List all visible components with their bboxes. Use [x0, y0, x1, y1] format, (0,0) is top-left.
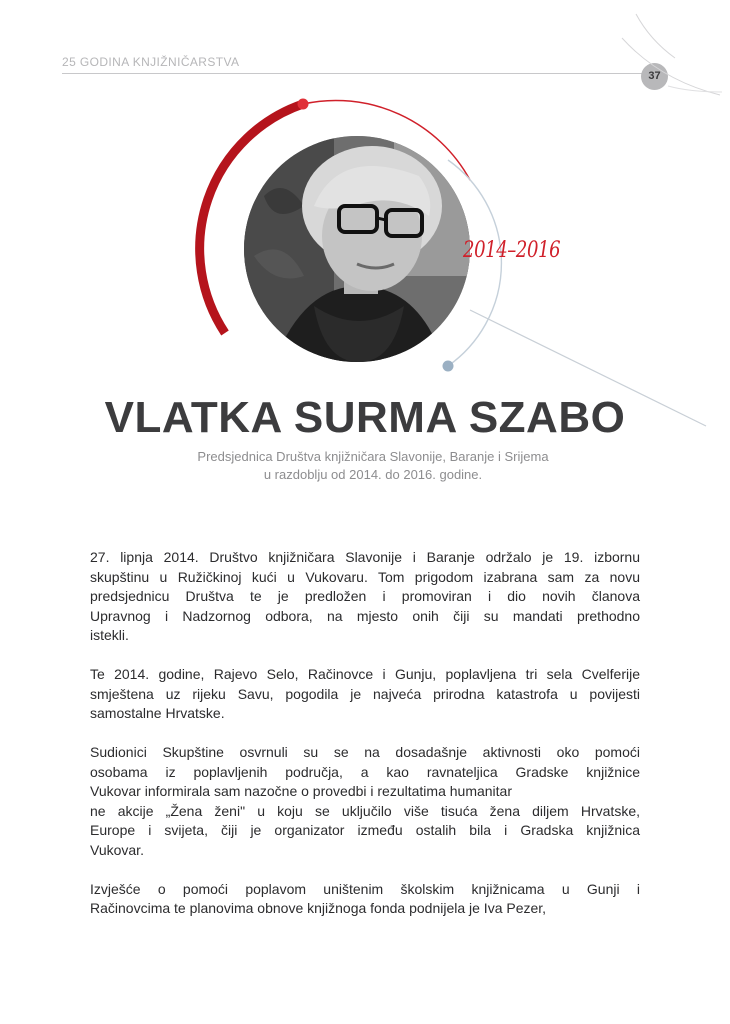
- red-dot: [298, 99, 309, 110]
- text-line: Izvješće o pomoći poplavom uništenim školskim knjižnicama u Gunji i: [90, 880, 640, 897]
- term-years: 2014–2016: [463, 238, 561, 263]
- paragraph-4: [90, 880, 640, 919]
- portrait-image: [244, 136, 470, 362]
- paragraph-1: [90, 548, 640, 646]
- subtitle: [0, 448, 730, 484]
- text-line: Vukovar.: [90, 841, 144, 858]
- page-number: 37: [641, 63, 668, 90]
- text-line: Europe i svijeta, čiji je organizator između ostalih bila i Gradska knjižnica: [90, 822, 640, 838]
- text-line: istekli.: [90, 627, 129, 643]
- text-line: samostalne Hrvatske.: [90, 705, 225, 721]
- text-line: 27. lipnja 2014. Društvo knjižničara Slavonije i Baranje održalo je 19. izbornu: [90, 549, 640, 565]
- subtitle-line-2: u razdoblju od 2014. do 2016. godine.: [263, 467, 483, 482]
- text-line: osobama iz poplavljenih područja, a kao ravnateljica Gradske knjižnice: [90, 763, 640, 780]
- text-line: Sudionici Skupštine osvrnuli su se na dosadašnje aktivnosti oko pomoći: [90, 744, 640, 760]
- paragraph-3: [90, 743, 640, 860]
- blue-dot: [443, 361, 454, 372]
- text-line: smještena uz rijeku Savu, pogodila je najveća prirodna katastrofa u povijesti: [90, 685, 640, 702]
- text-line: ne akcije „Žena ženi" u koju se uključilo više tisuća žena diljem Hrvatske,: [90, 802, 640, 819]
- text-line: Vukovar informirala sam nazočne o provedbi i rezultatima humanitar: [90, 783, 513, 799]
- person-name: VLATKA SURMA SZABO: [104, 393, 626, 442]
- corner-arc-1: [636, 14, 675, 58]
- text-line: predsjednicu Društva te je predložen i promoviran i dio novih članova: [90, 588, 640, 604]
- subtitle-line-1: Predsjednica Društva knjižničara Slavonije, Baranje i Srijema: [197, 449, 549, 464]
- article-body: [90, 548, 640, 938]
- text-line: Račinovcima te planovima obnove knjižnoga fonda podnijela je Iva Pezer,: [90, 900, 547, 916]
- text-line: Te 2014. godine, Rajevo Selo, Račinovce i Gunju, poplavljena tri sela Cvelferije: [90, 666, 640, 682]
- text-line: skupštinu u Ružičkinoj kući u Vukovaru. Tom prigodom izabrana sam za novu: [90, 568, 640, 585]
- portrait-photo: [244, 136, 470, 362]
- paragraph-2: [90, 665, 640, 724]
- running-title: 25 GODINA KNJIŽNIČARSTVA: [62, 55, 240, 69]
- text-line: Upravnog i Nadzornog odbora, na mjesto onih čiji su mandati prethodno: [90, 607, 640, 624]
